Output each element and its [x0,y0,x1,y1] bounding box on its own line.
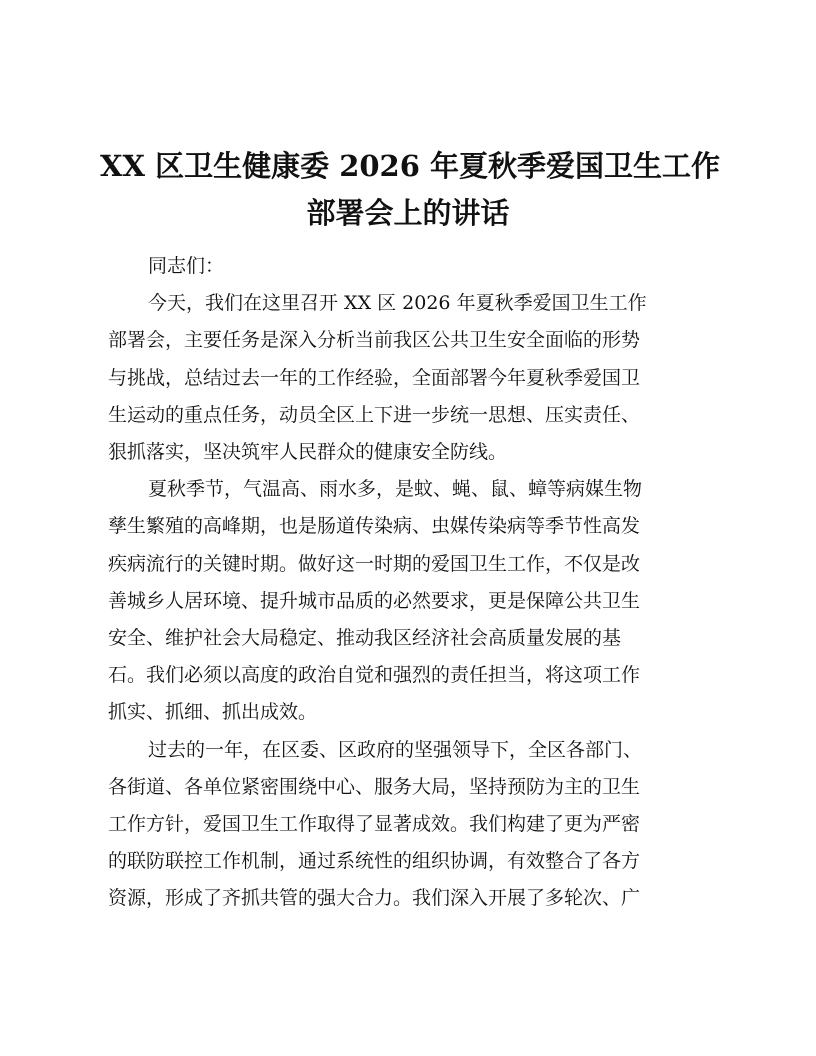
text-line: 安全、维护社会大局稳定、推动我区经济社会高质量发展的基 [108,627,622,650]
text-line: 各街道、各单位紧密围绕中心、服务大局，坚持预防为主的卫生 [108,775,641,798]
text-line: 孳生繁殖的高峰期，也是肠道传染病、虫媒传染病等季节性高发 [108,515,641,538]
text-line: 过去的一年，在区委、区政府的坚强领导下，全区各部门、 [148,738,643,761]
text-line: 善城乡人居环境、提升城市品质的必然要求，更是保障公共卫生 [108,589,641,612]
document-title [100,143,721,237]
title-line-1: XX 区卫生健康委 2026 年夏秋季爱国卫生工作 [100,149,721,183]
text-line: 同志们： [148,255,225,277]
text-line: 夏秋季节，气温高、雨水多，是蚊、蝇、鼠、蟑等病媒生物 [148,478,643,501]
text-line: 石。我们必须以高度的政治自觉和强烈的责任担当，将这项工作 [108,664,641,687]
text-line: 生运动的重点任务，动员全区上下进一步统一思想、压实责任、 [108,403,641,426]
title-line-2: 部署会上的讲话 [306,196,510,230]
document-body [108,248,712,918]
review-paragraph [108,732,712,918]
season-paragraph [108,471,712,731]
salutation-paragraph [108,248,712,285]
text-line: 资源，形成了齐抓共管的强大合力。我们深入开展了多轮次、广 [108,887,641,910]
text-line: 的联防联控工作机制，通过系统性的组织协调，有效整合了各方 [108,850,641,873]
text-line: 部署会，主要任务是深入分析当前我区公共卫生安全面临的形势 [108,329,641,352]
text-line: 工作方针，爱国卫生工作取得了显著成效。我们构建了更为严密 [108,813,641,836]
text-line: 今天，我们在这里召开 XX 区 2026 年夏秋季爱国卫生工作 [148,292,647,315]
intro-paragraph [108,285,712,471]
text-line: 狠抓落实，坚决筑牢人民群众的健康安全防线。 [108,441,508,464]
text-line: 抓实、抓细、抓出成效。 [108,701,318,724]
text-line: 疾病流行的关键时期。做好这一时期的爱国卫生工作，不仅是改 [108,552,641,575]
text-line: 与挑战，总结过去一年的工作经验，全面部署今年夏秋季爱国卫 [108,366,641,389]
